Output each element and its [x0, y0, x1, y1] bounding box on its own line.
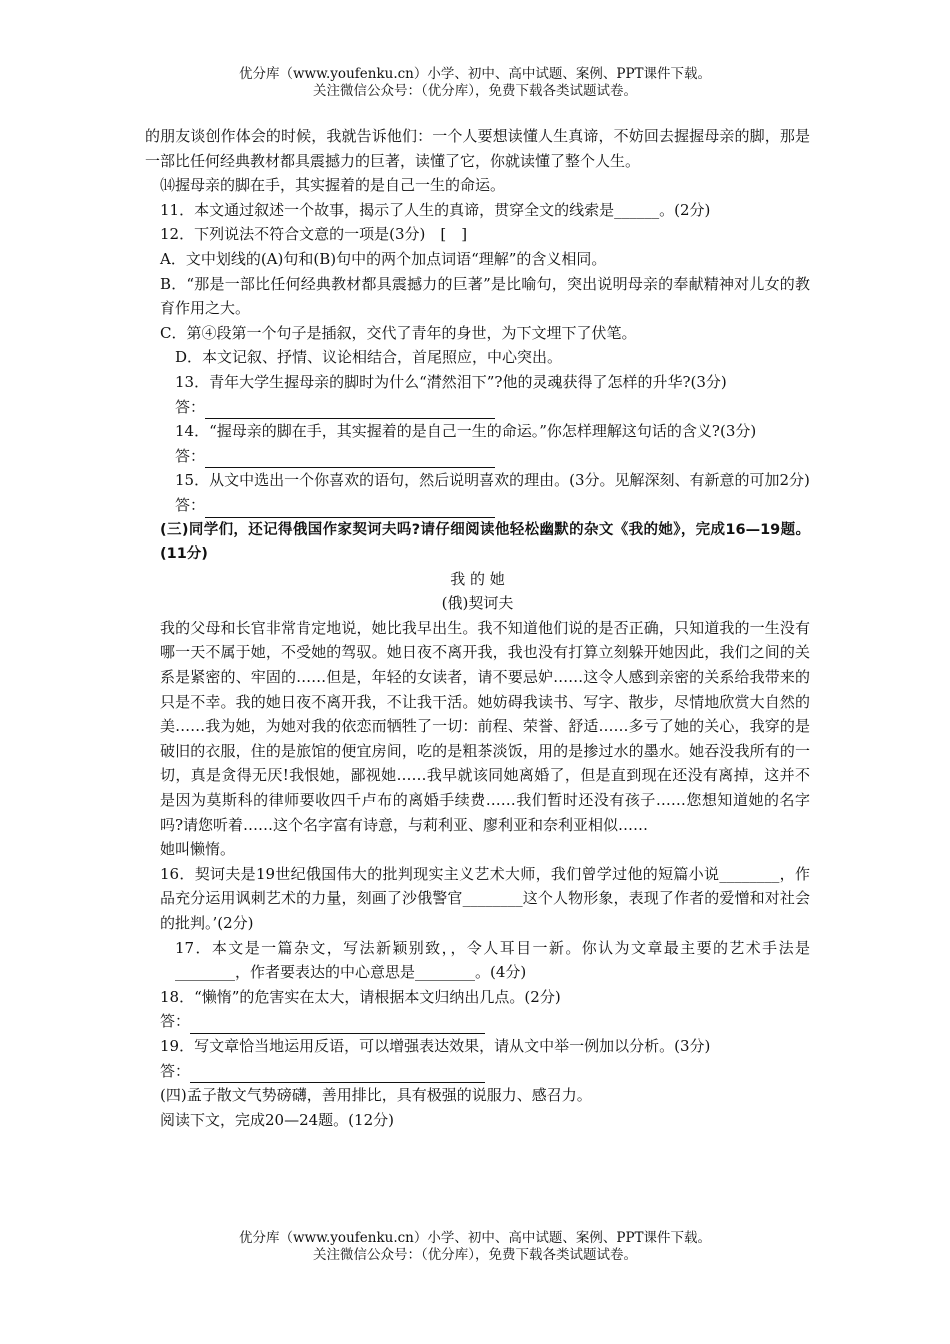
answer-field[interactable] — [205, 450, 495, 468]
page-footer — [0, 1230, 950, 1264]
page-header — [0, 66, 950, 100]
option-b: B．“那是一部比任何经典教材都具震撼力的巨著”是比喻句，突出说明母亲的奉献精神对儿女的教育作用之大。 — [160, 274, 810, 318]
answer-blank[interactable]: ________ — [462, 889, 523, 908]
essay-title: 我 的 她 — [450, 569, 505, 588]
answer-field[interactable] — [190, 1065, 485, 1083]
answer-blank[interactable]: ______ — [614, 200, 660, 219]
answer-line-14: 答： — [145, 444, 810, 469]
section-4-instruction: 阅读下文，完成20—24题。(12分) — [160, 1110, 394, 1129]
answer-line-19: 答： — [145, 1059, 810, 1084]
passage-paragraph: 的朋友谈创作体会的时候，我就告诉他们：一个人要想读懂人生真谛，不妨回去握握母亲的脚，那是一部比任何经典教材都具震撼力的巨著，读懂了它，你就读懂了整个人生。 — [145, 127, 810, 170]
section-4-intro: (四)孟子散文气势磅礴，善用排比，具有极强的说服力、感召力。 — [160, 1086, 592, 1105]
option-a: A．文中划线的(A)句和(B)句中的两个加点词语“理解”的含义相同。 — [160, 249, 607, 268]
footer-line-1: 优分库（www.youfenku.cn）小学、初中、高中试题、案例、PPT课件下载。 — [238, 1230, 712, 1246]
option-d: D．本文记叙、抒情、议论相结合，首尾照应，中心突出。 — [175, 348, 563, 367]
question-17: 17．本文是一篇杂文，写法新颖别致，，令人耳目一新。你认为文章最主要的艺术手法是________，作者要表达的中心意思是________。(4分) — [175, 938, 810, 982]
question-14: 14．“握母亲的脚在手，其实握着的是自己一生的命运。”你怎样理解这句话的含义?(3分) — [175, 422, 757, 441]
question-18: 18．“懒惰”的危害实在太大，请根据本文归纳出几点。(2分) — [160, 987, 561, 1006]
answer-field[interactable] — [205, 500, 495, 518]
header-line-2: 关注微信公众号：（优分库），免费下载各类试题试卷。 — [313, 83, 637, 99]
question-11: 11．本文通过叙述一个故事，揭示了人生的真谛，贯穿全文的线索是______。(2分) — [160, 200, 711, 219]
section-3-intro: (三)同学们，还记得俄国作家契诃夫吗?请仔细阅读他轻松幽默的杂文《我的她》，完成16—19题。(11分) — [160, 521, 810, 563]
answer-line-18: 答： — [145, 1009, 810, 1034]
answer-line-15: 答： — [145, 493, 810, 518]
question-13: 13．青年大学生握母亲的脚时为什么“潸然泪下”?他的灵魂获得了怎样的升华?(3分) — [175, 372, 727, 391]
answer-blank[interactable]: ________ — [175, 963, 235, 982]
essay-ending: 她叫懒惰。 — [160, 840, 236, 859]
essay-author: (俄)契诃夫 — [441, 594, 514, 613]
question-12-stem: 12．下列说法不符合文意的一项是(3分) [ ] — [160, 225, 468, 244]
header-line-1: 优分库（www.youfenku.cn）小学、初中、高中试题、案例、PPT课件下载。 — [238, 66, 712, 82]
answer-line-13: 答： — [145, 395, 810, 420]
question-19: 19．写文章恰当地运用反语，可以增强表达效果，请从文中举一例加以分析。(3分) — [160, 1036, 711, 1055]
answer-blank[interactable]: ________ — [415, 963, 476, 982]
footer-line-2: 关注微信公众号：（优分库），免费下载各类试题试卷。 — [313, 1247, 637, 1263]
answer-field[interactable] — [190, 1016, 485, 1034]
question-15: 15．从文中选出一个你喜欢的语句，然后说明喜欢的理由。(3分。见解深刻、有新意的可加2分) — [175, 471, 810, 490]
essay-body: 我的父母和长官非常肯定地说，她比我早出生。我不知道他们说的是否正确，只知道我的一生没有哪一天不属于她，不受她的驾驭。她日夜不离开我，我也没有打算立刻躲开她因此，我们之间的关系是紧密的、牢固的……但是，年轻的女读者，请不要忌妒……这令人感到亲密的关系给我带来的只是不幸。我的她日夜不离开我，不让我干活。她妨碍我读书、写字、散步，尽情地欣赏大自然的美……我为她，为她对我的依恋而牺牲了一切：前程、荣誉、舒适……多亏了她的关心，我穿的是破旧的衣服，住的是旅馆的便宜房间，吃的是粗茶淡饭，用的是掺过水的墨水。她吞没我所有的一切，真是贪得无厌!我恨她，鄙视她……我早就该同她离婚了，但是直到现在还没有离掉，这并不是因为莫斯科的律师要收四千卢布的离婚手续费……我们暂时还没有孩子……您想知道她的名字吗?请您听着……这个名字富有诗意，与莉利亚、廖利亚和奈利亚相似…… — [160, 618, 810, 834]
answer-field[interactable] — [205, 401, 495, 419]
document-body — [145, 124, 810, 1132]
answer-blank[interactable]: ________ — [719, 864, 780, 883]
passage-paragraph-14: ⒁握母亲的脚在手，其实握着的是自己一生的命运。 — [160, 176, 506, 195]
question-16: 16．契诃夫是19世纪俄国伟大的批判现实主义艺术大师，我们曾学过他的短篇小说________，作品充分运用讽刺艺术的力量，刻画了沙俄警官________这个人物形象，表现了作者的爱憎和对社会的批判。’(2分) — [160, 864, 810, 932]
option-c: C．第④段第一个句子是插叙，交代了青年的身世，为下文埋下了伏笔。 — [160, 323, 637, 342]
